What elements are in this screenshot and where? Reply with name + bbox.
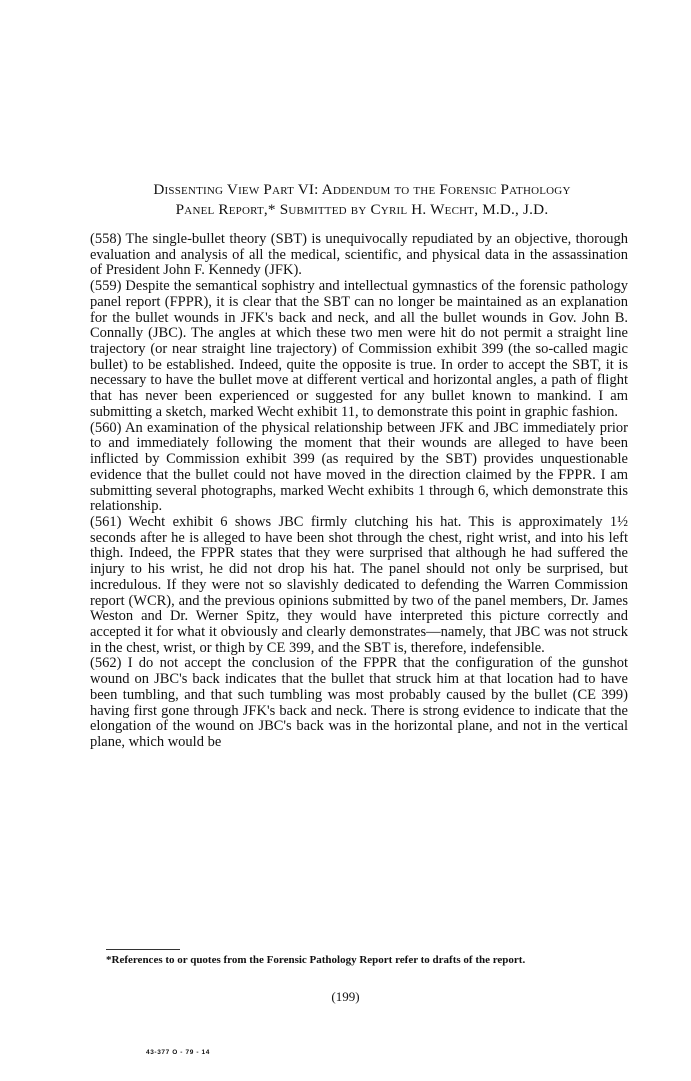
paragraph-558: (558) The single-bullet theory (SBT) is unequivocally repudiated by an objective, thorough evaluation and analysis of all the medical, scientific, and physical data in the assassination of President John F. Kennedy (JFK). [90, 231, 628, 279]
page-number: (199) [331, 989, 360, 1004]
paragraph-559: (559) Despite the semantical sophistry and intellectual gymnastics of the forensic pathology panel report (FPPR), it is clear that the SBT can no longer be maintained as an explanation for the bullet wounds in JFK's back and neck, and all the bullet wounds in Gov. John B. Connally (JBC). The angles at which these two men were hit do not permit a straight line trajectory (or near straight line trajectory) of Commission exhibit 399 (the so-called magic bullet) to be established. Indeed, quite the opposite is true. In order to accept the SBT, it is necessary to have the bullet move at different vertical and horizontal angles, a path of flight that has never been experienced or suggested for any bullet known to mankind. I am submitting a sketch, marked Wecht exhibit 11, to demonstrate this point in graphic fashion. [90, 278, 628, 420]
paragraph-560: (560) An examination of the physical relationship between JFK and JBC immediately prior to and immediately following the moment that their wounds are alleged to have been inflicted by Commission exhibit 399 (as required by the SBT) provides unquestionable evidence that the bullet could not have moved in the direction claimed by the FPPR. I am submitting several photographs, marked Wecht exhibits 1 through 6, which demonstrate this relationship. [90, 419, 628, 515]
title-line-2: Panel Report,* Submitted by Cyril H. Wecht, M.D., J.D. [175, 201, 549, 218]
print-code: 43-377 O - 79 - 14 [146, 1049, 210, 1056]
body-text [90, 232, 628, 751]
paragraph-561: (561) Wecht exhibit 6 shows JBC firmly clutching his hat. This is approximately 1½ seconds after he is alleged to have been shot through the chest, right wrist, and into his left thigh. Indeed, the FPPR states that they were surprised that although he had suffered the injury to his wrist, he did not drop his hat. The panel should not only be surprised, but incredulous. If they were not so slavishly dedicated to defending the Warren Commission report (WCR), and the previous opinions submitted by two of the panel members, Dr. James Weston and Dr. Werner Spitz, they would have interpreted this picture correctly and accepted it for what it obviously and clearly demonstrates—namely, that JBC was not struck in the chest, wrist, or thigh by CE 399, and the SBT is, therefore, indefensible. [90, 513, 628, 656]
document-title [92, 180, 632, 220]
footnote: *References to or quotes from the Forensic Pathology Report refer to drafts of the report. [106, 954, 526, 966]
title-line-1: Dissenting View Part VI: Addendum to the Forensic Pathology [153, 181, 571, 198]
paragraph-562: (562) I do not accept the conclusion of the FPPR that the configuration of the gunshot wound on JBC's back indicates that the bullet that struck him at that location had to have been tumbling, and that such tumbling was most probably caused by the bullet (CE 399) having first gone through JFK's back and neck. There is strong evidence to indicate that the elongation of the wound on JBC's back was in the horizontal plane, and not in the vertical plane, which would be [90, 655, 628, 750]
footnote-divider [106, 949, 180, 950]
